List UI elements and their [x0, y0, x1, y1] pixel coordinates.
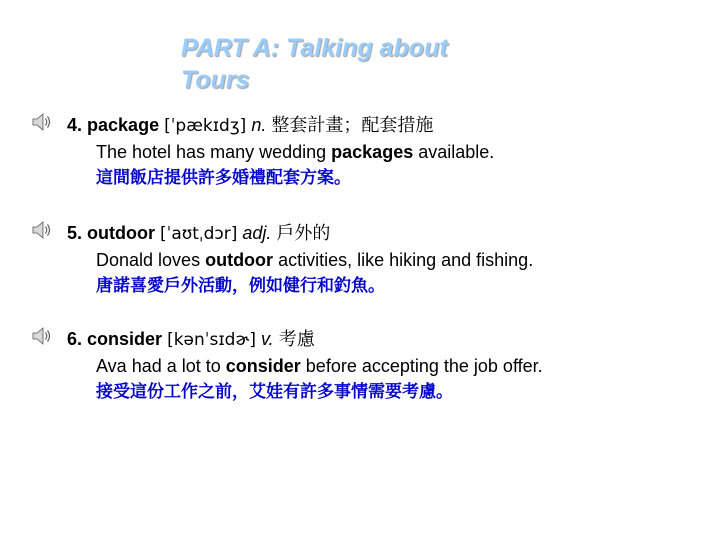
- example-text-after: available.: [413, 142, 495, 162]
- entry-example: [67, 247, 707, 273]
- title-line-1: PART A: Talking about: [181, 34, 448, 62]
- speaker-icon[interactable]: [31, 326, 53, 346]
- entry-word: package: [87, 115, 160, 135]
- example-highlight: consider: [225, 356, 301, 376]
- entry-part-of-speech: n.: [251, 115, 267, 135]
- example-text-before: Donald loves: [96, 250, 206, 270]
- entry-headline: [67, 326, 707, 353]
- entry-headline: [67, 112, 707, 139]
- example-highlight: packages: [331, 142, 414, 162]
- entry-meaning: 戶外的: [276, 223, 331, 243]
- entry-translation: 唐諾喜愛戶外活動，例如健行和釣魚。: [96, 276, 385, 296]
- vocab-entry-package: [0, 112, 720, 202]
- entry-example: [67, 353, 707, 379]
- entry-part-of-speech: adj.: [242, 223, 272, 243]
- entry-number: 5.: [67, 223, 83, 243]
- entry-translation: 這間飯店提供許多婚禮配套方案。: [96, 168, 351, 188]
- example-text-before: Ava had a lot to: [96, 356, 226, 376]
- entry-pronunciation: [kənˈsɪdɚ]: [167, 330, 256, 350]
- entry-number: 6.: [67, 329, 83, 349]
- vocab-entry-consider: [0, 326, 720, 416]
- page-title: [181, 32, 541, 96]
- entry-word: outdoor: [87, 223, 156, 243]
- speaker-icon[interactable]: [31, 112, 53, 132]
- entry-meaning: 考慮: [278, 329, 315, 349]
- entry-headline: [67, 220, 707, 247]
- entry-number: 4.: [67, 115, 83, 135]
- entry-translation: 接受這份工作之前，艾娃有許多事情需要考慮。: [96, 382, 453, 402]
- example-text-after: before accepting the job offer.: [300, 356, 543, 376]
- vocab-entry-outdoor: [0, 220, 720, 310]
- entry-pronunciation: [ˈaʊtˌdɔr]: [160, 224, 238, 244]
- example-highlight: outdoor: [205, 250, 274, 270]
- entry-part-of-speech: v.: [261, 329, 274, 349]
- speaker-icon[interactable]: [31, 220, 53, 240]
- example-text-before: The hotel has many wedding: [96, 142, 332, 162]
- entry-meaning: 整套計畫；配套措施: [271, 115, 434, 135]
- example-text-after: activities, like hiking and fishing.: [273, 250, 534, 270]
- entry-pronunciation: [ˈpækɪdʒ]: [164, 116, 247, 136]
- title-line-2: Tours: [181, 66, 250, 94]
- entry-word: consider: [87, 329, 163, 349]
- entry-example: [67, 139, 707, 165]
